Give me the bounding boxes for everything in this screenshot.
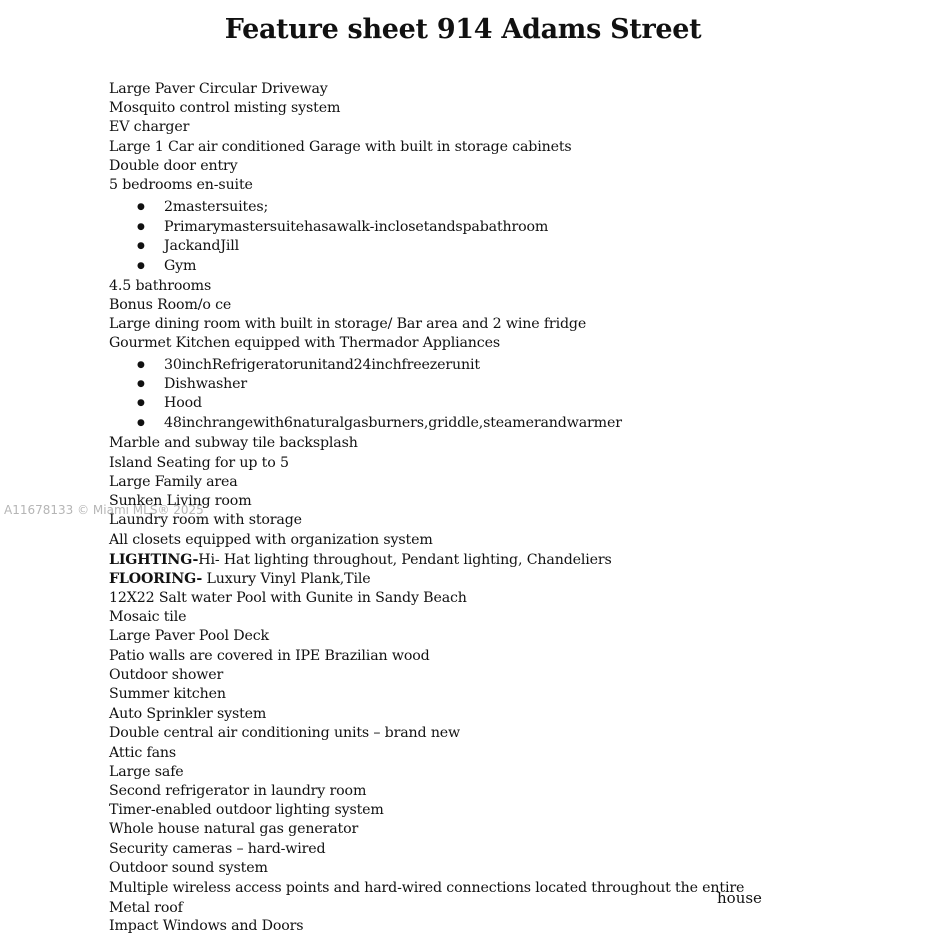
bullet-icon: ● — [137, 241, 145, 251]
bullet-icon: ● — [137, 379, 145, 389]
feature-item: Large Family area — [109, 474, 238, 490]
mls-watermark: A11678133 © Miami MLS® 2025 — [4, 503, 204, 517]
lighting-label: LIGHTING- — [109, 552, 199, 568]
bullet-item: 2mastersuites; — [164, 199, 269, 215]
page-title: Feature sheet 914 Adams Street — [224, 14, 702, 45]
bullet-icon: ● — [137, 261, 145, 271]
feature-item: Patio walls are covered in IPE Brazilian wood — [109, 648, 430, 664]
feature-item: Marble and subway tile backsplash — [109, 435, 358, 451]
feature-item: Second refrigerator in laundry room — [109, 783, 367, 799]
bullet-item: 48inchrangewith6naturalgasburners,griddle,steamerandwarmer — [164, 415, 622, 431]
bullet-icon: ● — [137, 398, 145, 408]
feature-item: 12X22 Salt water Pool with Gunite in Sandy Beach — [109, 590, 467, 606]
feature-item: Security cameras – hard-wired — [109, 841, 326, 857]
feature-item: Island Seating for up to 5 — [109, 455, 289, 471]
bullet-item: JackandJill — [164, 238, 240, 254]
feature-item: Large 1 Car air conditioned Garage with built in storage cabinets — [109, 139, 572, 155]
feature-item: Gourmet Kitchen equipped with Thermador Appliances — [109, 335, 500, 351]
feature-item: Impact Windows and Doors — [109, 918, 304, 934]
bullet-icon: ● — [137, 418, 145, 428]
feature-item: Whole house natural gas generator — [109, 821, 359, 837]
bullet-item: Hood — [164, 395, 202, 411]
feature-item: Timer-enabled outdoor lighting system — [109, 802, 384, 818]
bullet-icon: ● — [137, 360, 145, 370]
flooring-label: FLOORING- — [109, 571, 203, 587]
feature-item: Metal roof — [109, 900, 183, 916]
feature-item-tail: house — [717, 889, 762, 907]
feature-item: Bonus Room/o ce — [109, 297, 232, 313]
bullet-item: 30inchRefrigeratorunitand24inchfreezerunit — [164, 357, 480, 373]
bullet-item: Dishwasher — [164, 376, 248, 392]
feature-item: Outdoor shower — [109, 667, 224, 683]
feature-item: Double central air conditioning units – brand new — [109, 725, 461, 741]
flooring-line — [109, 570, 370, 588]
feature-item: Auto Sprinkler system — [109, 706, 267, 722]
feature-item: Outdoor sound system — [109, 860, 268, 876]
feature-item: 4.5 bathrooms — [109, 278, 212, 294]
bullet-item: Primarymastersuitehasawalk-inclosetandspabathroom — [164, 219, 549, 235]
feature-item: Multiple wireless access points and hard-wired connections located throughout the entire — [109, 880, 745, 896]
feature-item: 5 bedrooms en-suite — [109, 177, 253, 193]
feature-item: Large dining room with built in storage/ Bar area and 2 wine fridge — [109, 316, 587, 332]
feature-item: Attic fans — [109, 745, 177, 761]
feature-item: Large Paver Circular Driveway — [109, 81, 328, 97]
bullet-icon: ● — [137, 202, 145, 212]
feature-item: Mosquito control misting system — [109, 100, 341, 116]
lighting-text: Hi- Hat lighting throughout, Pendant lighting, Chandeliers — [198, 552, 612, 568]
feature-item: Large safe — [109, 764, 184, 780]
feature-item: All closets equipped with organization system — [109, 532, 433, 548]
lighting-line — [109, 551, 612, 569]
feature-item: Laundry room with storage — [109, 512, 302, 528]
feature-item: Large Paver Pool Deck — [109, 628, 269, 644]
feature-item: Double door entry — [109, 158, 238, 174]
feature-item: Mosaic tile — [109, 609, 187, 625]
feature-item: EV charger — [109, 119, 190, 135]
feature-item: Summer kitchen — [109, 686, 226, 702]
flooring-text: Luxury Vinyl Plank,Tile — [202, 571, 371, 587]
bullet-item: Gym — [164, 258, 197, 274]
bullet-icon: ● — [137, 222, 145, 232]
feature-item: Sunken Living room — [109, 493, 252, 509]
